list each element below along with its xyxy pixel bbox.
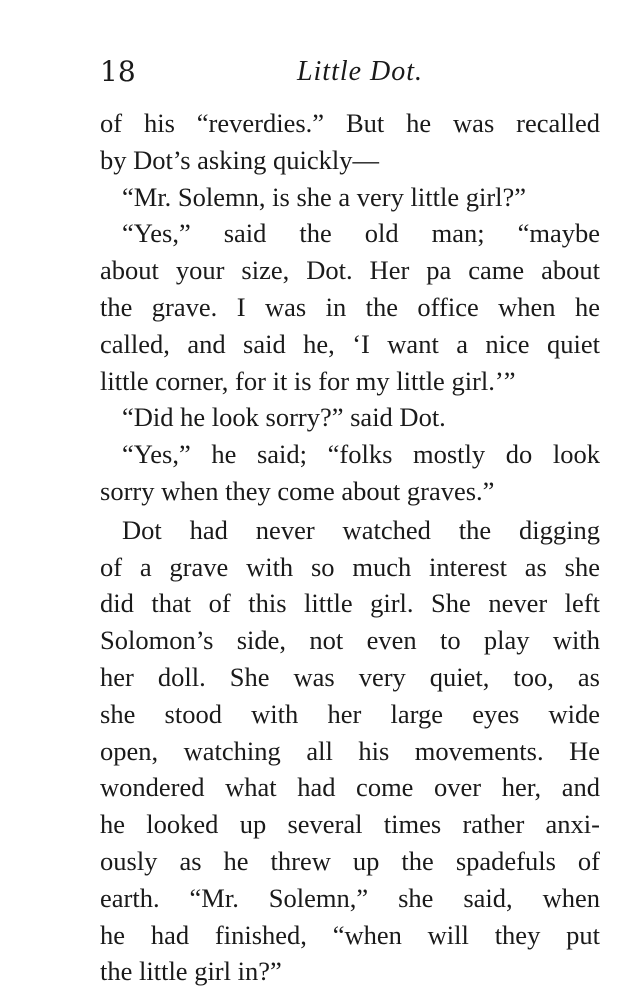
text-line: “Yes,” he said; “folks mostly do look (122, 439, 600, 470)
text-line: about your size, Dot. Her pa came about (100, 255, 600, 286)
text-line: called, and said he, ‘I want a nice quiet (100, 328, 600, 359)
text-line: earth. “Mr. Solemn,” she said, when (100, 882, 600, 913)
text-line: open, watching all his movements. He (100, 735, 600, 766)
text-line: the little girl in?” (100, 956, 282, 987)
text-line: by Dot’s asking quickly— (100, 144, 379, 175)
text-line: ously as he threw up the spadefuls of (100, 845, 600, 876)
text-line: did that of this little girl. She never left (100, 588, 600, 619)
page-number: 18 (100, 55, 136, 88)
text-line: “Mr. Solemn, is she a very little girl?” (122, 181, 527, 212)
text-line: sorry when they come about graves.” (100, 475, 495, 506)
body-text (100, 105, 600, 990)
text-line: “Yes,” said the old man; “maybe (122, 218, 600, 249)
text-line: Dot had never watched the digging (122, 514, 600, 545)
text-line: he had finished, “when will they put (100, 919, 600, 950)
text-line: Solomon’s side, not even to play with (100, 625, 600, 656)
text-line: of a grave with so much interest as she (100, 551, 600, 582)
text-line: the grave. I was in the office when he (100, 291, 600, 322)
running-title: Little Dot. (296, 56, 424, 87)
text-line: wondered what had come over her, and (100, 772, 600, 803)
text-line: he looked up several times rather anxi- (100, 809, 600, 840)
page-header (100, 52, 600, 92)
text-line: “Did he look sorry?” said Dot. (122, 402, 446, 433)
text-line: little corner, for it is for my little girl.’” (100, 365, 516, 396)
text-line: she stood with her large eyes wide (100, 698, 600, 729)
text-line: of his “reverdies.” But he was recalled (100, 108, 600, 138)
text-line: her doll. She was very quiet, too, as (100, 661, 600, 692)
